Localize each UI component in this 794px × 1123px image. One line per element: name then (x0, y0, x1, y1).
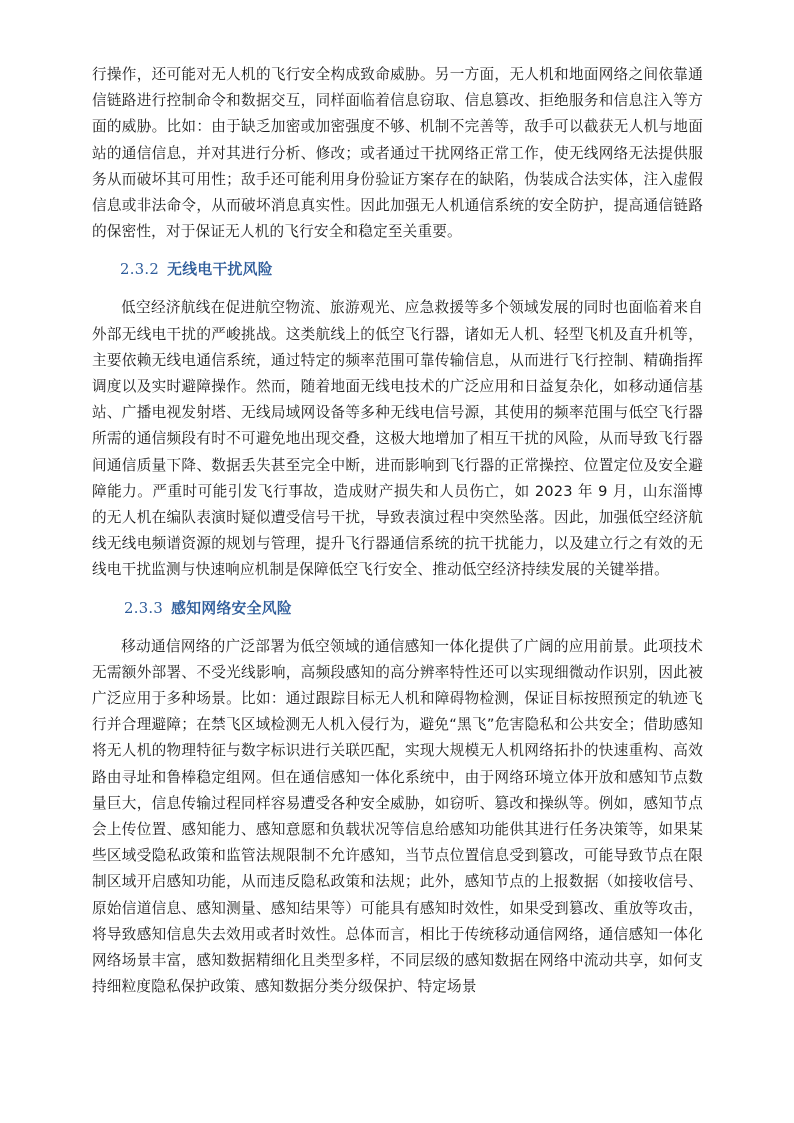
paragraph-sensing-network (92, 634, 703, 1001)
document-page (92, 62, 703, 1001)
section-heading-2-3-2 (92, 245, 703, 295)
section-heading-2-3-3 (92, 584, 703, 634)
paragraph-text: 移动通信网络的广泛部署为低空领域的通信感知一体化提供了广阔的应用前景。此项技术无需额外部署、不受光线影响，高频段感知的高分辨率特性还可以实现细微动作识别，因此被广泛应用于多种场景。比如：通过跟踪目标无人机和障碍物检测，保证目标按照预定的轨迹飞行并合理避障；在禁飞区域检测无人机入侵行为，避免“黑飞”危害隐私和公共安全；借助感知将无人机的物理特征与数字标识进行关联匹配，实现大规模无人机网络拓扑的快速重构、高效路由寻址和鲁棒稳定组网。但在通信感知一体化系统中，由于网络环境立体开放和感知节点数量巨大，信息传输过程同样容易遭受各种安全威胁，如窃听、篡改和操纵等。例如，感知节点会上传位置、感知能力、感知意愿和负载状况等信息给感知功能供其进行任务决策等，如果某些区域受隐私政策和监管法规限制不允许感知，当节点位置信息受到篡改，可能导致节点在限制区域开启感知功能，从而违反隐私政策和法规；此外，感知节点的上报数据（如接收信号、原始信道信息、感知测量、感知结果等）可能具有感知时效性，如果受到篡改、重放等攻击，将导致感知信息失去效用或者时效性。总体而言，相比于传统移动通信网络，通信感知一体化网络场景丰富，感知数据精细化且类型多样，不同层级的感知数据在网络中流动共享，如何支持细粒度隐私保护政策、感知数据分类分级保护、特定场景 (92, 637, 703, 996)
section-title: 无线电干扰风险 (167, 261, 273, 279)
section-number: 2.3.2 (120, 261, 160, 279)
paragraph-continued (92, 62, 703, 245)
section-title: 感知网络安全风险 (171, 599, 292, 617)
paragraph-radio-interference (92, 295, 703, 583)
paragraph-text: 行操作，还可能对无人机的飞行安全构成致命威胁。另一方面，无人机和地面网络之间依靠通信链路进行控制命令和数据交互，同样面临着信息窃取、信息篡改、拒绝服务和信息注入等方面的威胁。比如：由于缺乏加密或加密强度不够、机制不完善等，敌手可以截获无人机与地面站的通信信息，并对其进行分析、修改；或者通过干扰网络正常工作，使无线网络无法提供服务从而破坏其可用性；敌手还可能利用身份验证方案存在的缺陷，伪装成合法实体，注入虚假信息或非法命令，从而破坏消息真实性。因此加强无人机通信系统的安全防护，提高通信链路的保密性，对于保证无人机的飞行安全和稳定至关重要。 (92, 66, 703, 241)
paragraph-text: 低空经济航线在促进航空物流、旅游观光、应急救援等多个领域发展的同时也面临着来自外部无线电干扰的严峻挑战。这类航线上的低空飞行器，诸如无人机、轻型飞机及直升机等，主要依赖无线电通信系统，通过特定的频率范围可靠传输信息，从而进行飞行控制、精确指挥调度以及实时避障操作。然而，随着地面无线电技术的广泛应用和日益复杂化，如移动通信基站、广播电视发射塔、无线局域网设备等多种无线电信号源，其使用的频率范围与低空飞行器所需的通信频段有时不可避免地出现交叠，这极大地增加了相互干扰的风险，从而导致飞行器间通信质量下降、数据丢失甚至完全中断，进而影响到飞行器的正常操控、位置定位及安全避障能力。严重时可能引发飞行事故，造成财产损失和人员伤亡，如 2023 年 9 月，山东淄博的无人机在编队表演时疑似遭受信号干扰，导致表演过程中突然坠落。因此，加强低空经济航线无线电频谱资源的规划与管理，提升飞行器通信系统的抗干扰能力，以及建立行之有效的无线电干扰监测与快速响应机制是保障低空飞行安全、推动低空经济持续发展的关键举措。 (92, 299, 703, 579)
section-number: 2.3.3 (124, 599, 164, 617)
